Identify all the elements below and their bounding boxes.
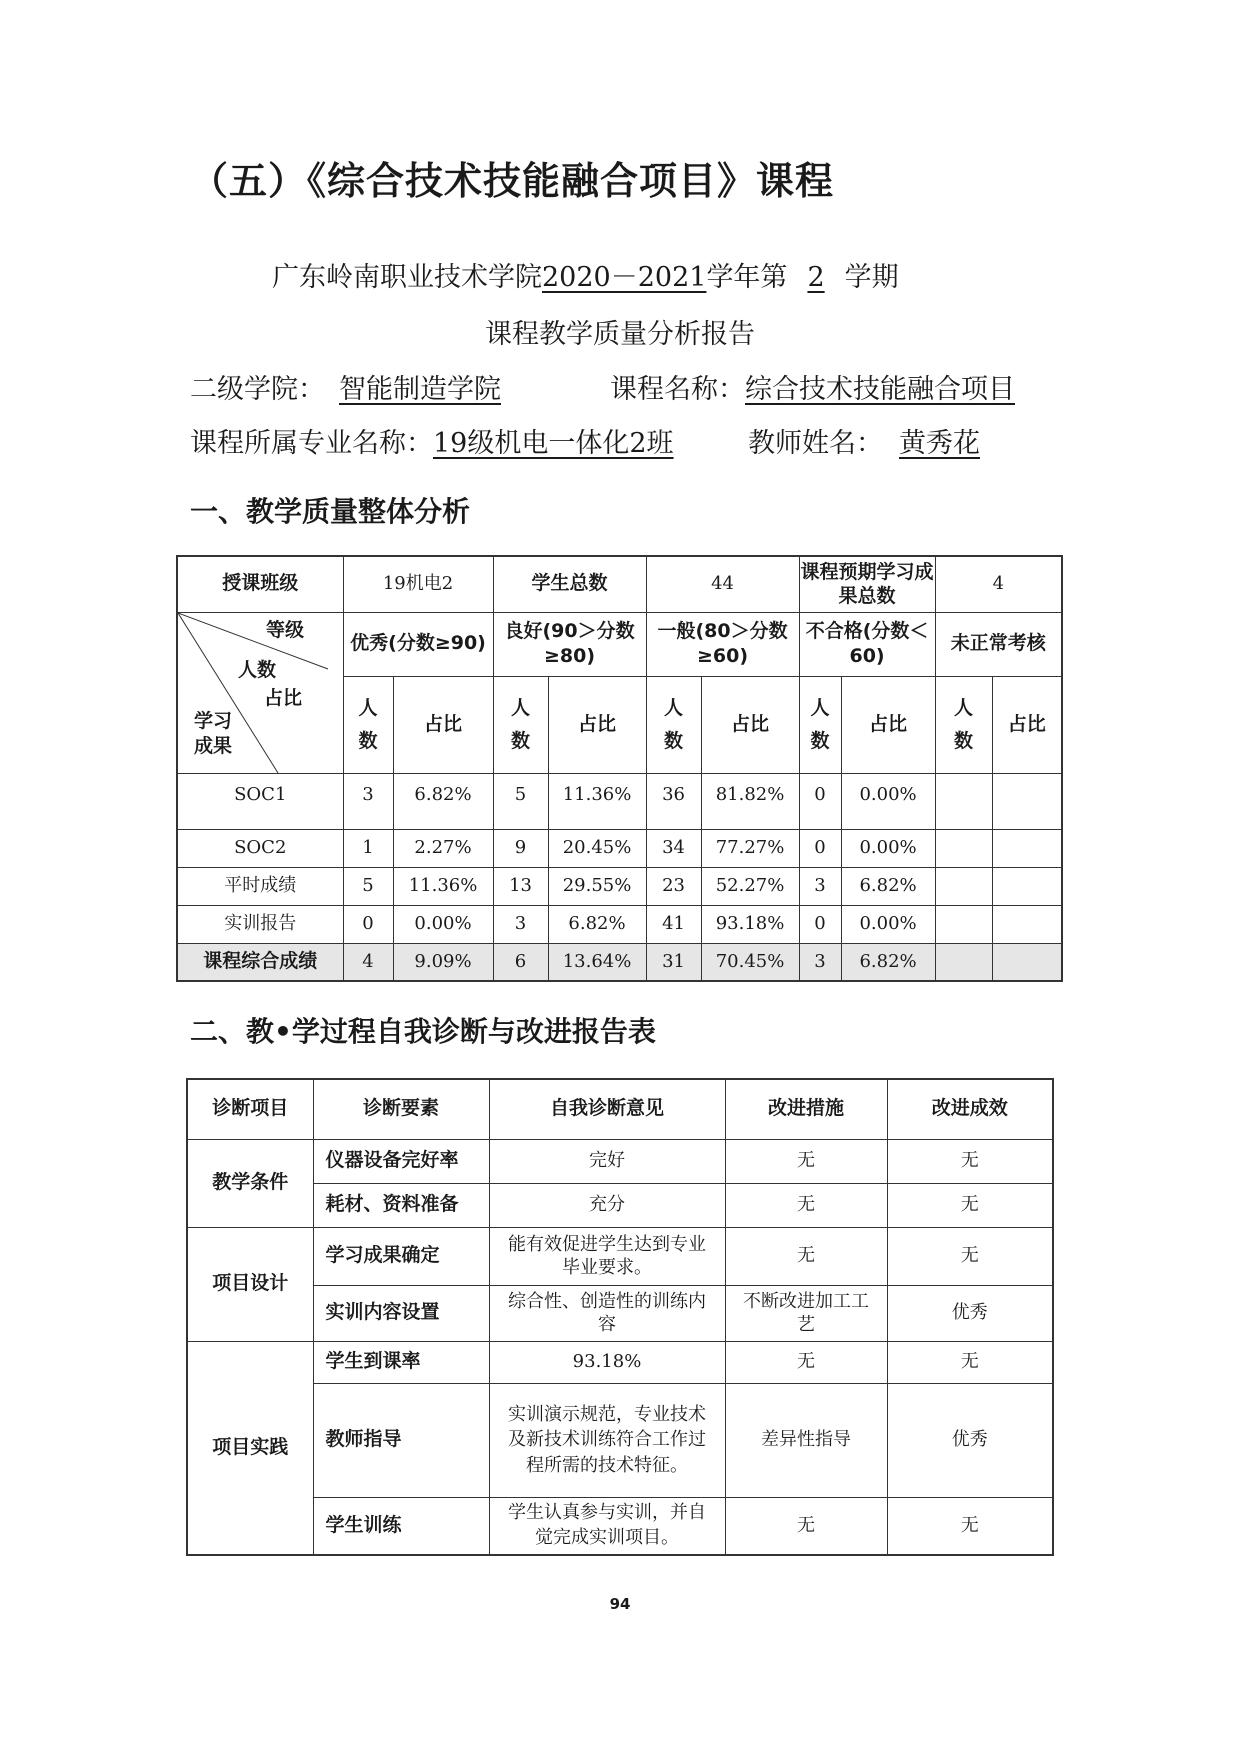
- diag-ratio-label: 占比: [264, 686, 303, 709]
- element-cell: 仪器设备完好率: [313, 1139, 489, 1183]
- data-cell: 6: [493, 943, 548, 981]
- row-name: 课程综合成绩: [177, 943, 343, 981]
- outcomes-value: 4: [935, 556, 1062, 612]
- measure-cell: 无: [725, 1497, 887, 1555]
- data-cell: 81.82%: [701, 773, 799, 829]
- data-cell: 0: [799, 829, 841, 867]
- ratio-header: 占比: [393, 676, 493, 773]
- quality-analysis-table: [176, 555, 1063, 982]
- table-row: [177, 556, 1062, 612]
- course-line: [610, 367, 1015, 406]
- row-name: 平时成绩: [177, 867, 343, 905]
- opinion-cell: 能有效促进学生达到专业毕业要求。: [489, 1227, 725, 1285]
- class-value: 19机电2: [343, 556, 493, 612]
- data-cell: 9: [493, 829, 548, 867]
- row-name: SOC1: [177, 773, 343, 829]
- group-name: 教学条件: [187, 1139, 313, 1227]
- effect-cell: 优秀: [887, 1383, 1053, 1497]
- table-row: [187, 1139, 1053, 1183]
- data-cell: 29.55%: [548, 867, 646, 905]
- table-header-row: [187, 1079, 1053, 1139]
- school-name: 广东岭南职业技术学院: [272, 262, 542, 293]
- row-name: 实训报告: [177, 905, 343, 943]
- data-cell: [992, 773, 1062, 829]
- data-cell: 6.82%: [393, 773, 493, 829]
- effect-cell: 无: [887, 1139, 1053, 1183]
- data-cell: 70.45%: [701, 943, 799, 981]
- count-header: 人数: [935, 676, 992, 773]
- data-cell: [935, 829, 992, 867]
- outcomes-label: 课程预期学习成果总数: [799, 556, 935, 612]
- effect-cell: 无: [887, 1497, 1053, 1555]
- major-label: 课程所属专业名称：: [190, 428, 433, 459]
- measure-cell: 无: [725, 1227, 887, 1285]
- teacher-label: 教师姓名：: [748, 428, 883, 459]
- data-cell: 23: [646, 867, 701, 905]
- diag-count-label: 人数: [238, 658, 277, 681]
- measure-cell: 无: [725, 1341, 887, 1383]
- data-cell: 4: [343, 943, 393, 981]
- opinion-cell: 实训演示规范，专业技术及新技术训练符合工作过程所需的技术特征。: [489, 1383, 725, 1497]
- data-cell: 77.27%: [701, 829, 799, 867]
- grade-excellent: 优秀(分数≥90): [343, 612, 493, 676]
- data-cell: 11.36%: [393, 867, 493, 905]
- year-mid-text: 学年第: [706, 262, 788, 293]
- college-line: [190, 367, 515, 406]
- header-element: 诊断要素: [313, 1079, 489, 1139]
- academic-year: 2020－2021: [542, 262, 707, 293]
- data-cell: 0.00%: [841, 773, 935, 829]
- data-cell: 36: [646, 773, 701, 829]
- diag-grade-label: 等级: [266, 618, 305, 641]
- data-cell: 3: [799, 867, 841, 905]
- header-effect: 改进成效: [887, 1079, 1053, 1139]
- ratio-header: 占比: [992, 676, 1062, 773]
- data-cell: 13.64%: [548, 943, 646, 981]
- data-cell: 52.27%: [701, 867, 799, 905]
- data-cell: 93.18%: [701, 905, 799, 943]
- data-cell: [935, 943, 992, 981]
- teacher-line: [748, 421, 996, 460]
- opinion-cell: 93.18%: [489, 1341, 725, 1383]
- section1-heading: 一、教学质量整体分析: [190, 495, 471, 528]
- element-cell: 实训内容设置: [313, 1285, 489, 1341]
- data-cell: [935, 905, 992, 943]
- data-cell: 31: [646, 943, 701, 981]
- diagonal-header-cell: [177, 612, 343, 773]
- data-cell: 34: [646, 829, 701, 867]
- data-cell: 0.00%: [841, 829, 935, 867]
- data-cell: [992, 829, 1062, 867]
- grade-good: 良好(90＞分数≥80): [493, 612, 646, 676]
- data-cell: [992, 867, 1062, 905]
- count-header: 人数: [343, 676, 393, 773]
- diagnosis-table: [186, 1078, 1054, 1556]
- element-cell: 学生到课率: [313, 1341, 489, 1383]
- page-title: （五）《综合技术技能融合项目》课程: [190, 159, 835, 203]
- data-cell: 5: [493, 773, 548, 829]
- opinion-cell: 充分: [489, 1183, 725, 1227]
- class-label: 授课班级: [177, 556, 343, 612]
- major-value: 19级机电一体化2班: [433, 428, 674, 459]
- term-number: 2: [807, 262, 825, 293]
- element-cell: 学生训练: [313, 1497, 489, 1555]
- grade-fail: 不合格(分数＜60): [799, 612, 935, 676]
- opinion-cell: 学生认真参与实训，并自觉完成实训项目。: [489, 1497, 725, 1555]
- data-cell: 2.27%: [393, 829, 493, 867]
- data-cell: [935, 867, 992, 905]
- data-cell: 9.09%: [393, 943, 493, 981]
- measure-cell: 无: [725, 1183, 887, 1227]
- data-cell: 6.82%: [841, 867, 935, 905]
- total-value: 44: [646, 556, 799, 612]
- row-name: SOC2: [177, 829, 343, 867]
- data-cell: [992, 905, 1062, 943]
- data-cell: 6.82%: [548, 905, 646, 943]
- table-row-total: [177, 943, 1062, 981]
- data-cell: 0.00%: [393, 905, 493, 943]
- data-cell: 0: [799, 773, 841, 829]
- data-cell: 3: [343, 773, 393, 829]
- opinion-cell: 综合性、创造性的训练内容: [489, 1285, 725, 1341]
- count-header: 人数: [493, 676, 548, 773]
- table-row: [187, 1227, 1053, 1285]
- table-row: [177, 773, 1062, 829]
- data-cell: 0: [799, 905, 841, 943]
- report-title: 课程教学质量分析报告: [485, 319, 755, 350]
- element-cell: 学习成果确定: [313, 1227, 489, 1285]
- table-row: [187, 1383, 1053, 1497]
- table-row: [177, 867, 1062, 905]
- page-number: 94: [609, 1595, 631, 1613]
- data-cell: [935, 773, 992, 829]
- table-row: [177, 829, 1062, 867]
- term-suffix: 学期: [844, 262, 899, 293]
- ratio-header: 占比: [841, 676, 935, 773]
- effect-cell: 无: [887, 1183, 1053, 1227]
- course-value: 综合技术技能融合项目: [745, 374, 1015, 405]
- total-label: 学生总数: [493, 556, 646, 612]
- data-cell: 11.36%: [548, 773, 646, 829]
- college-value: 智能制造学院: [339, 374, 501, 405]
- table-row: [177, 612, 1062, 676]
- data-cell: 3: [799, 943, 841, 981]
- header-opinion: 自我诊断意见: [489, 1079, 725, 1139]
- data-cell: 41: [646, 905, 701, 943]
- data-cell: 5: [343, 867, 393, 905]
- college-label: 二级学院：: [190, 374, 325, 405]
- data-cell: 13: [493, 867, 548, 905]
- major-line: [190, 421, 674, 460]
- element-cell: 教师指导: [313, 1383, 489, 1497]
- header-item: 诊断项目: [187, 1079, 313, 1139]
- table-row: [177, 905, 1062, 943]
- measure-cell: 不断改进加工工艺: [725, 1285, 887, 1341]
- data-cell: 1: [343, 829, 393, 867]
- element-cell: 耗材、资料准备: [313, 1183, 489, 1227]
- data-cell: 0.00%: [841, 905, 935, 943]
- grade-not-assessed: 未正常考核: [935, 612, 1062, 676]
- measure-cell: 无: [725, 1139, 887, 1183]
- group-name: 项目设计: [187, 1227, 313, 1341]
- ratio-header: 占比: [701, 676, 799, 773]
- data-cell: [992, 943, 1062, 981]
- measure-cell: 差异性指导: [725, 1383, 887, 1497]
- count-header: 人数: [646, 676, 701, 773]
- effect-cell: 优秀: [887, 1285, 1053, 1341]
- effect-cell: 无: [887, 1227, 1053, 1285]
- grade-average: 一般(80＞分数≥60): [646, 612, 799, 676]
- group-name: 项目实践: [187, 1341, 313, 1555]
- opinion-cell: 完好: [489, 1139, 725, 1183]
- table-row: [187, 1183, 1053, 1227]
- count-header: 人数: [799, 676, 841, 773]
- table-row: [187, 1497, 1053, 1555]
- diag-outcome-label: 学习成果: [193, 709, 232, 758]
- effect-cell: 无: [887, 1341, 1053, 1383]
- header-measure: 改进措施: [725, 1079, 887, 1139]
- table-row: [187, 1341, 1053, 1383]
- data-cell: 20.45%: [548, 829, 646, 867]
- course-label: 课程名称：: [610, 374, 745, 405]
- ratio-header: 占比: [548, 676, 646, 773]
- school-term-line: [272, 255, 899, 294]
- teacher-value: 黄秀花: [899, 428, 980, 459]
- data-cell: 0: [343, 905, 393, 943]
- table-row: [187, 1285, 1053, 1341]
- section2-heading: 二、教•学过程自我诊断与改进报告表: [190, 1015, 656, 1048]
- data-cell: 6.82%: [841, 943, 935, 981]
- data-cell: 3: [493, 905, 548, 943]
